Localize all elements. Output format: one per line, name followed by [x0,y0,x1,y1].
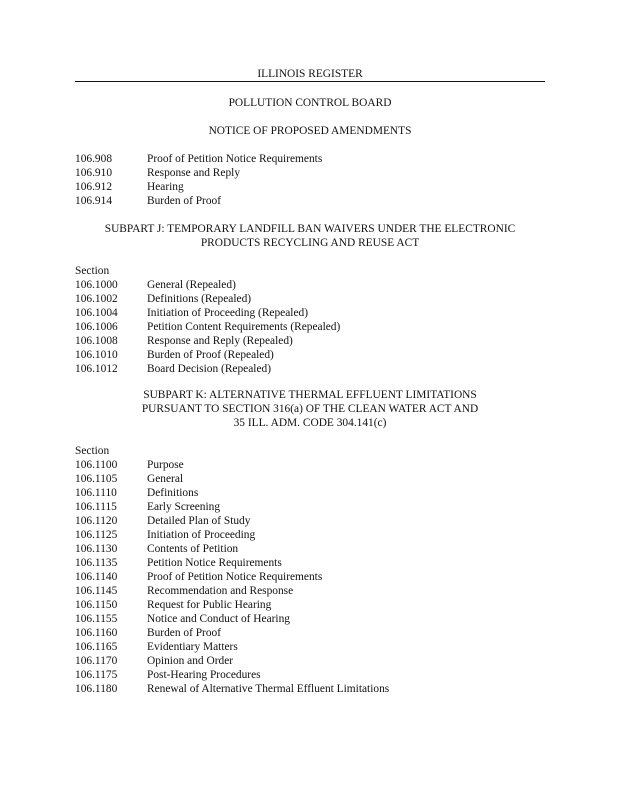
list-item [75,570,555,584]
section-title: Detailed Plan of Study [147,515,251,527]
section-number: 106.1115 [75,501,117,513]
section-title: General [147,473,184,485]
section-number: 106.1002 [75,293,118,305]
section-title: Definitions (Repealed) [147,293,252,305]
list-item [75,458,555,472]
section-title: Burden of Proof (Repealed) [147,349,274,361]
subpart-k-heading-line2: PURSUANT TO SECTION 316(a) OF THE CLEAN WATER ACT AND [141,403,479,415]
section-number: 106.1006 [75,321,118,333]
subpart-k-heading-line1: SUBPART K: ALTERNATIVE THERMAL EFFLUENT LIMITATIONS [143,389,477,401]
section-title: Renewal of Alternative Thermal Effluent Limitations [147,683,390,695]
section-number: 106.1125 [75,529,118,541]
section-title: Post-Hearing Procedures [147,669,261,681]
section-number: 106.1000 [75,279,118,291]
section-number: 106.1008 [75,335,118,347]
list-item [75,584,555,598]
section-number: 106.1180 [75,683,118,695]
notice-title: NOTICE OF PROPOSED AMENDMENTS [208,125,412,137]
list-item [75,152,555,166]
section-title: Burden of Proof [147,627,222,639]
list-item [75,626,555,640]
list-item [75,598,555,612]
section-number: 106.1004 [75,307,118,319]
list-item [75,180,555,194]
list-item [75,682,555,696]
section-title: Contents of Petition [147,543,239,555]
section-number: 106.1130 [75,543,118,555]
list-item [75,306,555,320]
register-title: ILLINOIS REGISTER [257,68,363,80]
list-item [75,278,555,292]
section-number: 106.908 [75,153,113,165]
section-title: Petition Content Requirements (Repealed) [147,321,341,333]
subpart-k-heading [60,388,560,430]
section-title: Petition Notice Requirements [147,557,282,569]
section-title: Request for Public Hearing [147,599,272,611]
list-item [75,668,555,682]
section-title: Initiation of Proceeding [147,529,256,541]
list-item [75,362,555,376]
section-number: 106.1135 [75,557,118,569]
list-item [75,500,555,514]
section-number: 106.1170 [75,655,118,667]
section-number: 106.1120 [75,515,118,527]
section-number: 106.1155 [75,613,118,625]
section-title: Purpose [147,459,184,471]
section-number: 106.1110 [75,487,117,499]
subpart-j-heading-line2: PRODUCTS RECYCLING AND REUSE ACT [200,237,420,249]
section-number: 106.1100 [75,459,118,471]
section-number: 106.914 [75,195,113,207]
section-label: Section [75,445,110,457]
section-title: Early Screening [147,501,221,513]
top-section-list [75,152,555,208]
subpart-k-section-list [75,444,555,696]
agency-name: POLLUTION CONTROL BOARD [228,97,392,109]
section-title: General (Repealed) [147,279,236,291]
subpart-k-heading-line3: 35 ILL. ADM. CODE 304.141(c) [233,417,387,429]
section-number: 106.1175 [75,669,118,681]
section-title: Evidentiary Matters [147,641,238,653]
section-title: Response and Reply (Repealed) [147,335,293,347]
list-item [75,348,555,362]
section-label: Section [75,265,110,277]
list-item [75,542,555,556]
section-title: Notice and Conduct of Hearing [147,613,290,625]
section-title: Response and Reply [147,167,241,179]
section-title: Initiation of Proceeding (Repealed) [147,307,308,319]
section-number: 106.1160 [75,627,118,639]
section-number: 106.1140 [75,571,118,583]
list-item [75,640,555,654]
section-title: Burden of Proof [147,195,222,207]
section-title: Opinion and Order [147,655,234,667]
list-item [75,528,555,542]
subpart-j-section-list [75,264,555,376]
section-title: Proof of Petition Notice Requirements [147,153,323,165]
list-item [75,320,555,334]
section-number: 106.1105 [75,473,118,485]
list-item [75,556,555,570]
section-number: 106.1012 [75,363,118,375]
list-item [75,194,555,208]
section-title: Hearing [147,181,184,193]
list-item [75,486,555,500]
list-item [75,334,555,348]
list-item [75,612,555,626]
section-number: 106.1165 [75,641,118,653]
section-title: Board Decision (Repealed) [147,363,271,375]
list-item [75,514,555,528]
section-title: Proof of Petition Notice Requirements [147,571,323,583]
list-item [75,472,555,486]
list-item [75,166,555,180]
subpart-j-heading [60,222,560,250]
list-item [75,292,555,306]
header-rule [75,81,545,82]
section-number: 106.1145 [75,585,118,597]
section-number: 106.1150 [75,599,118,611]
section-title: Definitions [147,487,199,499]
subpart-j-heading-line1: SUBPART J: TEMPORARY LANDFILL BAN WAIVERS UNDER THE ELECTRONIC [104,223,516,235]
section-title: Recommendation and Response [147,585,294,597]
section-number: 106.910 [75,167,113,179]
list-item [75,654,555,668]
section-number: 106.912 [75,181,113,193]
section-number: 106.1010 [75,349,118,361]
